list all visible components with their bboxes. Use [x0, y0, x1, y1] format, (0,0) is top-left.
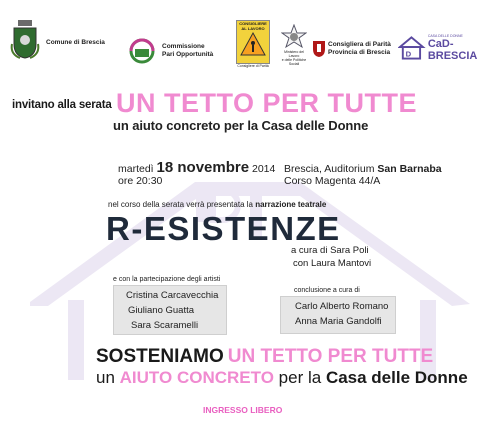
closing-name: Anna Maria Gandolfi [295, 316, 382, 327]
event-year: 2014 [252, 163, 276, 175]
slogan-line-1: SOSTENIAMO UN TETTO PER TUTTE [96, 346, 434, 367]
event-address: Corso Magenta 44/A [284, 175, 381, 187]
invitation-subtitle: un aiuto concreto per la Casa delle Donne [113, 118, 369, 133]
logo-cad: D CASA DELLE DONNE CaD-BRESCIA [398, 34, 500, 62]
artists-box [113, 285, 227, 335]
show-with: Laura Mantovi [310, 258, 372, 269]
logo-comune-label: Comune di Brescia [46, 39, 105, 46]
closing-box [280, 296, 396, 334]
event-city: Brescia, Auditorium [284, 163, 375, 175]
emblem-icon [312, 40, 326, 58]
event-time: ore 20:30 [118, 175, 163, 187]
logo-consigliere-lavoro [237, 20, 269, 68]
worker-sign-icon: CONSIGLIERE AL LAVORO [236, 20, 270, 64]
logo-consigliera-line2: Provincia di Brescia [328, 49, 391, 56]
house-icon [398, 35, 427, 61]
artist-name: Sara Scaramelli [131, 320, 199, 331]
emblem-icon [281, 24, 307, 50]
show-curator: Sara Poli [330, 245, 369, 256]
event-venue: San Barnaba [377, 163, 442, 175]
logo-comune [10, 18, 105, 60]
logo-ministero: Ministero del Lavoro e delle Politiche Sociali [279, 24, 309, 66]
free-entry: INGRESSO LIBERO [203, 405, 283, 415]
logo-consigliera-line1: Consigliera di Parità [328, 41, 391, 48]
svg-text:D: D [405, 49, 412, 59]
event-weekday: martedì [118, 163, 154, 175]
closing-label: conclusione a cura di [294, 287, 360, 294]
invitation-lead: invitano alla serata [12, 99, 112, 111]
logo-cad-label: CaD-BRESCIA [427, 38, 478, 62]
event-venue-line [284, 163, 442, 175]
logo-consigliera [312, 40, 391, 58]
logo-consigliere-caption: Consigliere di Parità [237, 64, 269, 68]
slogan-line-2: un AIUTO CONCRETO per la Casa delle Donne [96, 368, 468, 387]
show-title: R-ESISTENZE [106, 210, 341, 247]
logo-commissione-line2: Pari Opportunità [162, 51, 214, 58]
artists-label: e con la partecipazione degli artisti [113, 276, 221, 283]
invitation-title: UN TETTO PER TUTTE [116, 88, 418, 118]
logo-commissione [126, 38, 213, 64]
green-arc-icon [126, 38, 158, 64]
artist-name: Cristina Carcavecchia [126, 290, 219, 301]
coat-of-arms-icon [10, 18, 40, 60]
logo-commissione-line1: Commissione [162, 43, 205, 50]
event-date-line [118, 159, 276, 176]
show-intro: nel corso della serata verrà presentata la narrazione teatrale [108, 200, 327, 209]
show-credits: a cura di Sara Poli con Laura Mantovi [291, 245, 372, 269]
event-date: 18 novembre [156, 159, 250, 176]
artist-name: Giuliano Guatta [128, 305, 195, 316]
closing-name: Carlo Alberto Romano [295, 301, 389, 312]
